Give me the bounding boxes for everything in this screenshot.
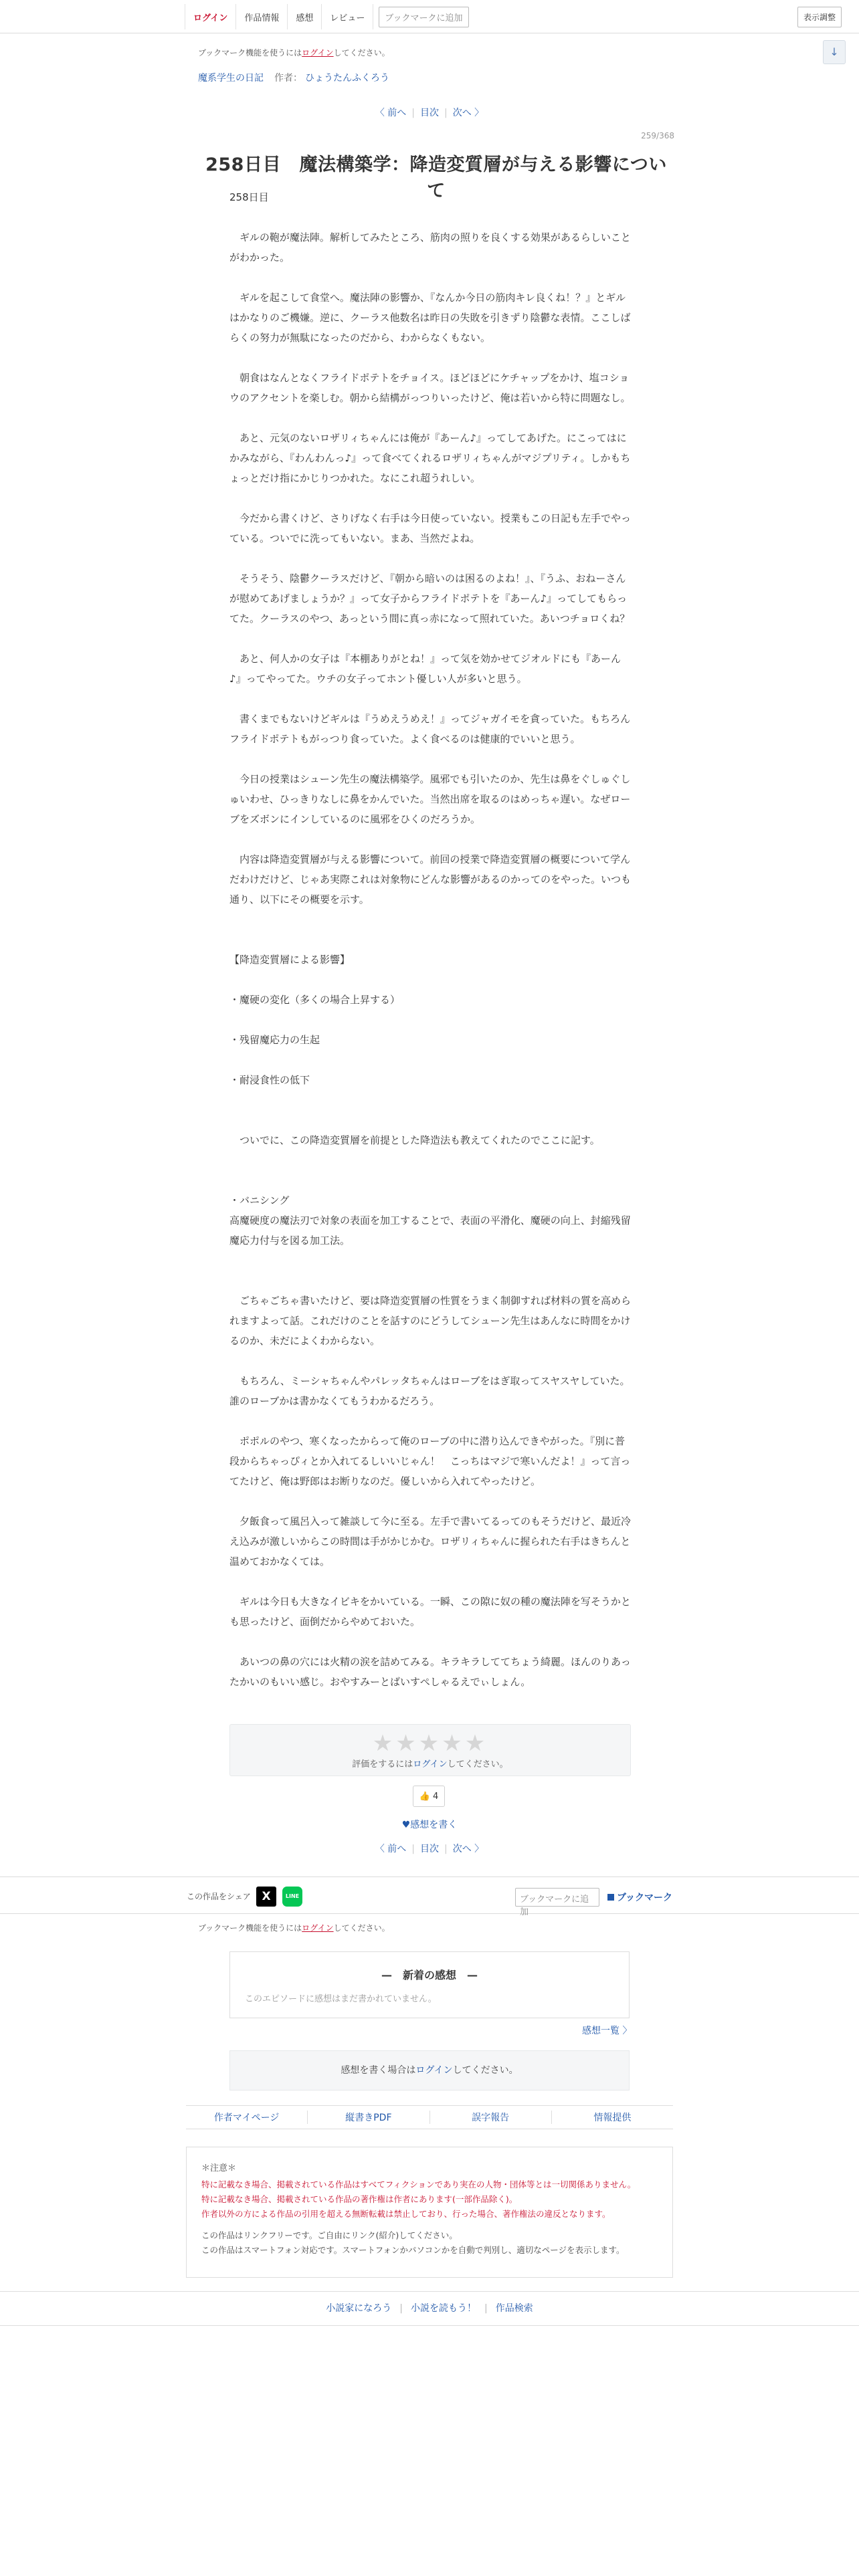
episode-progress: 259/368 xyxy=(641,131,674,140)
reviews-empty-message: このエピソードに感想はまだ書かれていません。 xyxy=(245,1994,437,2004)
body-paragraph xyxy=(229,408,631,428)
impressions-link[interactable]: 感想 xyxy=(288,4,322,29)
body-paragraph xyxy=(229,207,631,227)
share-label: この作品をシェア xyxy=(187,1892,251,1901)
typo-report-link[interactable]: 誤字報告 xyxy=(430,2111,552,2124)
author-mypage-link[interactable]: 作者マイページ xyxy=(186,2111,308,2124)
new-reviews-box xyxy=(229,1951,630,2018)
body-paragraph xyxy=(229,1271,631,1291)
info-provide-link[interactable]: 情報提供 xyxy=(593,2113,632,2123)
bookmark-link[interactable] xyxy=(607,1891,672,1904)
next-link[interactable]: 次へ 〉 xyxy=(452,108,484,118)
separator: | xyxy=(484,2303,488,2314)
body-paragraph xyxy=(229,1170,631,1190)
caution-box xyxy=(186,2147,673,2278)
prev-link[interactable]: 〈 前へ xyxy=(375,108,407,118)
thumbs-up-icon: 👍 xyxy=(419,1791,430,1802)
bookmark-notice-suffix: してください。 xyxy=(333,1923,390,1933)
body-paragraph: ・魔硬の変化（多くの場合上昇する） xyxy=(229,994,401,1006)
display-adjust-button[interactable]: 表示調整 xyxy=(797,7,842,27)
body-paragraph xyxy=(229,1150,631,1170)
body-paragraph xyxy=(229,629,631,649)
reviews-title: — 新着の感想 — xyxy=(381,1969,478,1981)
like-count: 4 xyxy=(432,1791,439,1802)
bookmark-square-icon xyxy=(607,1894,614,1901)
body-paragraph: そうそう、陰鬱クーラスだけど、『朝から暗いのは困るのよね！』、『うふ、おねーさんが慰めてあげましょうか？』って女子からフライドポテトを『あーん♪』ってしてもらってた。クーラスのやつ、あっという間に真っ赤になって照れていた。あいつチョロくね？ xyxy=(229,572,630,625)
separator: | xyxy=(399,2303,403,2314)
work-search-link[interactable]: 作品検索 xyxy=(495,2303,533,2314)
toc-link[interactable]: 目次 xyxy=(420,1844,439,1854)
scroll-down-icon[interactable]: ↓ xyxy=(823,40,846,64)
chapter-body xyxy=(229,187,631,1692)
body-paragraph: 朝食はなんとなくフライドポテトをチョイス。ほどほどにケチャップをかけ、塩コショウのアクセントを楽しむ。朝から結構がっつりいったけど、俺は若いから特に問題なし。 xyxy=(229,372,631,404)
bookmark-notice-prefix: ブックマーク機能を使うには xyxy=(198,48,302,58)
body-paragraph: あと、元気のないロザリィちゃんには俺が『あーん♪』ってしてあげた。にこってはにかみながら、『わんわんっ♪』って食べてくれるロザリィちゃんがマジプリティ。しかもちょっとだけ指にかじりつかれた。なにこれ超うれしい。 xyxy=(229,432,631,484)
prev-link[interactable]: 〈 前へ xyxy=(375,1844,407,1854)
add-bookmark-button-bottom[interactable]: ブックマークに追加 xyxy=(515,1888,599,1907)
yomou-link[interactable]: 小説を読もう！ xyxy=(411,2303,476,2314)
write-review-prefix: 感想を書く場合は xyxy=(341,2065,416,2076)
rating-note-suffix: してください。 xyxy=(447,1759,508,1769)
body-paragraph xyxy=(229,1050,631,1070)
narou-home-link[interactable]: 小説家になろう xyxy=(326,2303,392,2314)
rating-box xyxy=(229,1724,631,1776)
line-share-icon[interactable]: LINE xyxy=(282,1887,302,1907)
series-title-link[interactable]: 魔系学生の日記 xyxy=(198,73,264,84)
body-paragraph xyxy=(229,970,631,990)
rating-note xyxy=(230,1757,630,1769)
body-paragraph: 夕飯食って風呂入って雑談して今に至る。左手で書いてるってのもそうだけど、最近冷え込みが激しいからこの時間は手がかじかむ。ロザリィちゃんに握られた右手はきちんと温めておかなくては。 xyxy=(229,1515,632,1568)
body-paragraph: ・バニシング xyxy=(229,1194,290,1206)
body-paragraph: 今だから書くけど、さりげなく右手は今日使っていない。授業もこの日記も左手でやっている。ついでに洗ってもいない。まあ、当然だよね。 xyxy=(229,512,632,544)
bookmark-notice xyxy=(198,47,674,58)
body-paragraph xyxy=(229,689,631,709)
body-paragraph xyxy=(229,267,631,288)
body-paragraph: ・耐浸食性の低下 xyxy=(229,1074,310,1086)
pager-bottom xyxy=(0,1842,859,1855)
pager-top xyxy=(0,106,859,119)
body-paragraph xyxy=(229,1090,631,1110)
x-share-icon[interactable]: X xyxy=(256,1887,276,1907)
top-nav-items xyxy=(185,4,469,29)
body-paragraph xyxy=(229,1351,631,1371)
body-paragraph xyxy=(229,1010,631,1030)
caution-line: 作者以外の方による作品の引用を超える無断転載は禁止しており、行った場合、著作権法の違反となります。 xyxy=(201,2209,611,2219)
caution-line: 特に記載なき場合、掲載されている作品の著作権は作者にあります(一部作品除く)。 xyxy=(201,2194,518,2204)
separator: | xyxy=(411,1844,415,1854)
body-paragraph: もちろん、ミーシャちゃんやパレッタちゃんはローブをはぎ取ってスヤスヤしていた。誰のローブかは書かなくてもうわかるだろう。 xyxy=(229,1375,630,1407)
separator: | xyxy=(444,108,448,118)
write-review-suffix: してください。 xyxy=(452,2065,518,2076)
bookmark-notice-prefix: ブックマーク機能を使うには xyxy=(198,1923,302,1933)
top-navigation xyxy=(0,0,859,33)
body-paragraph: ギルを起こして食堂へ。魔法陣の影響か、『なんか今日の筋肉キレ良くね！？』とギルはかなりのご機嫌。逆に、クーラス他数名は昨日の失敗を引きずり陰鬱な表情。ここしばらくの努力が無駄になったのだから、わからなくもない。 xyxy=(229,292,631,344)
vertical-pdf-link[interactable]: 縦書きPDF xyxy=(308,2111,430,2124)
like-button[interactable] xyxy=(413,1786,445,1807)
separator: | xyxy=(444,1844,448,1854)
body-paragraph xyxy=(229,930,631,950)
body-paragraph: 【降造変質層による影響】 xyxy=(229,954,351,966)
body-paragraph: ポポルのやつ、寒くなったからって俺のローブの中に潜り込んできやがった。『別に普段からちゃっぴィとか入れてるしいいじゃん！ こっちはマジで寒いんだよ！』って言ってたけど、俺は野郎はお断りなのだ。優しいから入れてやったけど。 xyxy=(229,1435,631,1487)
author-label: 作者： xyxy=(274,73,302,84)
author-link[interactable]: ひょうたんふくろう xyxy=(305,73,389,84)
site-bottom-bar xyxy=(0,2291,859,2326)
body-paragraph xyxy=(229,1411,631,1431)
bookmark-notice-login-link[interactable]: ログイン xyxy=(302,1923,334,1933)
body-paragraph: 高魔硬度の魔法刃で対象の表面を加工することで、表面の平滑化、魔硬の向上、封縮残留魔応力付与を図る加工法。 xyxy=(229,1214,631,1247)
body-paragraph: あいつの鼻の穴には火精の涙を詰めてみる。キラキラしててちょう綺麗。ほんのりあったかいのもいい感じ。おやすみーとばいすぺしゃるえでぃしょん。 xyxy=(229,1656,631,1688)
bookmark-notice-bottom xyxy=(198,1922,674,1933)
bookmark-link-label: ブックマーク xyxy=(617,1893,673,1903)
rating-stars[interactable]: ★★★★★ xyxy=(372,1730,488,1757)
caution-title: ＊注意＊ xyxy=(201,2163,237,2173)
body-paragraph: あと、何人かの女子は『本棚ありがとね！』って気を効かせてジオルドにも『あーん♪』ってやってた。ウチの女子ってホント優しい人が多いと思う。 xyxy=(229,653,622,685)
body-paragraph: 258日目 xyxy=(229,191,269,203)
next-link[interactable]: 次へ 〉 xyxy=(452,1844,484,1854)
toc-link[interactable]: 目次 xyxy=(420,108,439,118)
body-paragraph: 今日の授業はシューン先生の魔法構築学。風邪でも引いたのか、先生は鼻をぐしゅぐしゅいわせ、ひっきりなしに鼻をかんでいた。当然出席を取るのはめっちゃ遅い。なぜローブをズボンにインしているのに風邪をひくのだろうか。 xyxy=(229,773,631,825)
bookmark-notice-login-link[interactable]: ログイン xyxy=(302,48,334,58)
body-paragraph: 書くまでもないけどギルは『うめえうめえ！』ってジャガイモを貪っていた。もちろんフライドポテトもがっつり食っていた。よく食べるのは健康的でいいと思う。 xyxy=(229,713,631,745)
rating-note-prefix: 評価をするには xyxy=(352,1759,413,1769)
write-review-link[interactable]: ♥感想を書く xyxy=(401,1820,458,1830)
write-review-login-link[interactable]: ログイン xyxy=(415,2065,453,2076)
reviews-list-link[interactable]: 感想一覧 〉 xyxy=(582,2026,632,2036)
body-paragraph xyxy=(229,348,631,368)
caution-line: この作品はスマートフォン対応です。スマートフォンかパソコンかを自動で判別し、適切なページを表示します。 xyxy=(201,2245,625,2255)
body-paragraph xyxy=(229,909,631,930)
body-paragraph: ・残留魔応力の生起 xyxy=(229,1034,320,1046)
rating-login-link[interactable]: ログイン xyxy=(413,1759,448,1769)
body-paragraph xyxy=(229,1632,631,1652)
review-link[interactable]: レビュー xyxy=(322,4,373,29)
body-paragraph xyxy=(229,1110,631,1130)
work-info-link[interactable]: 作品情報 xyxy=(236,4,288,29)
body-paragraph xyxy=(229,548,631,568)
chapter-title: 258日目 魔法構築学：降造変質層が与える影響について xyxy=(205,154,667,201)
footer-links xyxy=(186,2105,673,2129)
caution-line: この作品はリンクフリーです。ご自由にリンク(紹介)してください。 xyxy=(201,2230,458,2240)
write-review-login-box xyxy=(229,2050,630,2090)
body-paragraph xyxy=(229,829,631,849)
body-paragraph xyxy=(229,488,631,508)
login-link[interactable]: ログイン xyxy=(185,4,236,29)
caution-line: 特に記載なき場合、掲載されている作品はすべてフィクションであり実在の人物・団体等とは一切関係ありません。 xyxy=(201,2179,636,2189)
write-review-area xyxy=(0,1818,859,1831)
body-paragraph xyxy=(229,749,631,769)
bookmark-notice-suffix: してください。 xyxy=(333,48,390,58)
series-info xyxy=(198,71,674,84)
body-paragraph: ギルの鞄が魔法陣。解析してみたところ、筋肉の照りを良くする効果があるらしいことがわかった。 xyxy=(229,231,631,263)
add-bookmark-button[interactable]: ブックマークに追加 xyxy=(379,7,468,27)
body-paragraph xyxy=(229,1491,631,1511)
body-paragraph: ついでに、この降造変質層を前提とした降造法も教えてくれたのでここに記す。 xyxy=(229,1134,600,1146)
body-paragraph xyxy=(229,1251,631,1271)
body-paragraph: ギルは今日も大きなイビキをかいている。一瞬、この隙に奴の種の魔法陣を写そうかとも思ったけど、面倒だからやめておいた。 xyxy=(229,1596,631,1628)
body-paragraph: ごちゃごちゃ書いたけど、要は降造変質層の性質をうまく制御すれば材料の質を高められますよって話。これだけのことを話すのにどうしてシューン先生はあんなに時間をかけるのか、未だによくわからない。 xyxy=(229,1295,632,1347)
body-paragraph: 内容は降造変質層が与える影響について。前回の授業で降造変質層の概要について学んだわけだけど、じゃあ実際これは対象物にどんな影響があるのかってのをやった。いつも通り、以下にその概要を示す。 xyxy=(229,853,632,905)
body-paragraph xyxy=(229,1572,631,1592)
separator: | xyxy=(411,108,415,118)
share-bar xyxy=(0,1876,859,1917)
